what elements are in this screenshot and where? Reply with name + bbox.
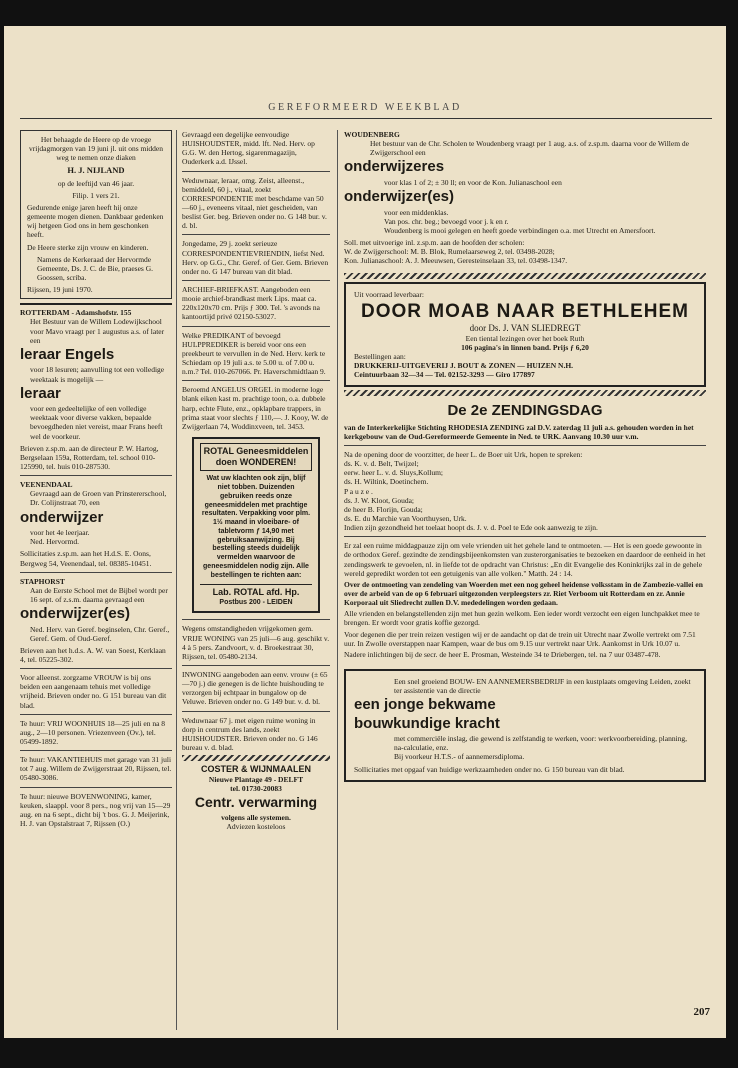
small-ad: Voor alleenst. zorgzame VROUW is bij ons beiden een aangenaam tehuis met volledige vrijheid. Brieven onder no. G 151 bureau van dit blad. <box>20 673 167 710</box>
ad-text: voor 18 lesuren; aanvulling tot een volledige weektaak is mogelijk — <box>30 365 165 384</box>
job-title: onderwijzeres <box>344 158 445 176</box>
divider <box>20 668 172 669</box>
notice-age: op de leeftijd van 46 jaar. <box>57 178 135 188</box>
company-service: Centr. verwarming <box>194 794 318 811</box>
book-description: Een tiental lezingen over het boek Ruth <box>465 333 585 343</box>
deceased-name: H. J. NIJLAND <box>67 165 125 176</box>
company-tagline: volgens alle systemen. <box>221 812 291 822</box>
divider <box>20 750 172 751</box>
small-ad: Weduwnaar, leraar, omg. Zeist, alleenst., bemiddeld, 60 j., vitaal, zoekt CORRESPONDENTIE met beschdame van 50—60 j., eveneens vitaal, niet gescheiden, van beslist Ger. beg. Brieven onder no. G 148 bur. v. d. bl. <box>182 175 327 231</box>
article-paragraph: Alle vrienden en belangstellenden zijn met hun gezin welkom. Een ieder wordt verzocht een eigen lunchpakket mee te brengen. Er wordt voor gratis koffie gezorgd. <box>344 609 700 628</box>
ad-heading: WOUDENBERG <box>344 130 400 139</box>
ad-text: voor een middenklas. <box>384 207 449 217</box>
small-ad: Welke PREDIKANT of bevoegd HULPPREDIKER is bereid voor ons een preekbeurt te vervullen in de Ned. Herv. kerk te Schiedam op 19 juli a.s. te 5.00 u. of 7.00 u. n.m.? Tel. 010-267066. Pr. Haverschmidtlaan 9. <box>182 330 326 377</box>
ad-text: Woudenberg is mooi gelegen en heeft goede verbindingen o.a. met Utrecht en Amersfoort. <box>384 225 656 235</box>
speaker-line: P a u z e . <box>344 486 373 496</box>
article-paragraph: Voor degenen die per trein reizen vestigen wij er de aandacht op dat de trein uit Utrecht naar Zwolle vertrekt om 7.51 uur. In Zwolle overstappen naar Kampen, waar de bus om 9.15 uur vertrekt naar Urk. Aankomst in Urk 10.07 u. <box>344 629 696 648</box>
divider <box>20 303 172 305</box>
divider <box>182 234 330 235</box>
ad-text: met commerciële inslag, die gewend is zelfstandig te werken, voor: werkvoorbereiding, planning, na-calculatie, enz. <box>394 734 688 753</box>
order-label: Bestellingen aan: <box>354 351 406 361</box>
death-notice <box>20 130 172 299</box>
zendingsdag-article <box>344 402 706 659</box>
divider <box>344 445 706 446</box>
job-title: onderwijzer(es) <box>20 605 131 623</box>
page-number: 207 <box>693 1006 710 1018</box>
coster-ad <box>182 764 330 831</box>
ad-contact: Soll. met uitvoerige inl. z.sp.m. aan de hoofden der scholen: <box>344 237 525 247</box>
divider <box>344 536 706 537</box>
speaker-line: ds. H. Wiltink, Doetinchem. <box>344 477 429 487</box>
company-address: Nieuwe Plantage 49 - DELFT <box>208 775 304 785</box>
article-paragraph: Er zal een ruime middagpauze zijn om vele vrienden uit het gehele land te ontmoeten. — Het is een goede gewoonte in de orthodox Geref. gezindte de zendingsbijeenkomsten van zusterorganisaties te bezoeken en daardoor de eenheid in het zendingswerk te gevoelen, nl. in liefde tot de opdracht van Christus: „En dit Evangelie des Koninkrijks zal in de gehele wereld gepredikt worden tot een getuigenis van alle volken." Matth. 24 : 14. <box>344 541 706 578</box>
ad-text: Bij voorkeur H.T.S.- of aannemersdiploma. <box>394 752 525 762</box>
book-title: DOOR MOAB NAAR BETHLEHEM <box>361 300 689 322</box>
book-author: door Ds. J. VAN SLIEDREGT <box>469 322 581 333</box>
divider <box>20 475 172 476</box>
ad-text: Een snel groeiend BOUW- EN AANNEMERSBEDRIJF in een kustplaats omgeving Leiden, zoekt ter assistentie van de directie <box>394 676 691 696</box>
small-ad: Wegens omstandigheden vrijgekomen gem. VRIJE WONING van 25 juli—6 aug. geschikt v. 4 à 5 pers. Zandvoort, v. d. Broekestraat 30, Rijssen, tel. 05480-2134. <box>182 624 330 661</box>
job-title: een jonge bekwame <box>354 696 496 714</box>
small-ad: Te huur: VAKANTIEHUIS met garage van 31 juli tot 7 aug. Willem de Zwijgerstraat 20, Rijssen, tel. 05480-3086. <box>20 755 172 783</box>
ad-contact: W. de Zwijgerschool: M. B. Blok, Rumelaarseweg 2, tel. 03498-2028; <box>344 247 555 257</box>
job-title: onderwijzer(es) <box>344 188 455 206</box>
page-header-title: GEREFORMEERD WEEKBLAD <box>268 102 462 113</box>
divider <box>20 787 172 788</box>
rotal-postbus: Postbus 200 - LEIDEN <box>219 598 293 606</box>
ad-contact: Sollicitaties met opgaaf van huidige werkzaamheden onder no. G 150 bureau van dit blad. <box>354 764 625 774</box>
small-ad: Te huur: nieuwe BOVENWONING, kamer, keuken, slaappl. voor 8 pers., nog vrij van 15—29 aug. en na 6 sept., dicht bij 't bos. G. J. Meijerink, H. J. van Opstalstraat 7, Rijssen (O.) <box>20 791 171 828</box>
divider <box>182 619 330 620</box>
divider <box>182 171 330 172</box>
divider <box>182 326 330 327</box>
speaker-line: ds. E. du Marchie van Voorthuysen, Urk. <box>344 513 467 523</box>
ad-text: Gevraagd aan de Groen van Prinstererschool, Dr. Colijnstraat 70, een <box>30 489 167 508</box>
small-ad: ARCHIEF-BRIEFKAST. Aangeboden een mooie archief-brandkast merk Lips. maat ca. 220x120x70 cm. Prijs ƒ 300. Tel. 's avonds na kantoortijd privé 02150-53027. <box>182 284 320 322</box>
speaker-line: eerw. heer L. v. d. Sluys,Kollum; <box>344 468 444 478</box>
ad-veenendaal <box>20 480 172 567</box>
ad-staphorst <box>20 577 172 664</box>
divider <box>182 280 330 281</box>
ad-text: Het Bestuur van de Willem Lodewijkschool voor Mavo vraagt per 1 augustus a.s. of later een <box>30 317 165 345</box>
rotal-address: Lab. ROTAL afd. Hp. <box>200 584 312 598</box>
ad-contact: Brieven aan het h.d.s. A. W. van Soest, Kerklaan 4, tel. 05225-302. <box>20 645 166 664</box>
company-tagline: Adviezen kosteloos <box>226 821 286 831</box>
column-divider <box>176 130 177 1030</box>
article-paragraph: Over de ontmoeting van zendeling van Woerden met een nog geheel heidense volksstam in de Zambezie-vallei en over de arbeid van de op 6 februari uitgezonden verpleegsters zr. Riet Verboom uit Rotterdam en zr. Annie Korporaal uit Sliedrecht zullen D.V. mededelingen worden gedaan. <box>344 579 703 608</box>
column-2 <box>182 130 330 831</box>
rotal-ad <box>192 437 320 614</box>
rotal-heading: ROTAL Geneesmiddelen doen WONDEREN! <box>200 443 312 472</box>
job-title: onderwijzer <box>20 508 104 526</box>
divider <box>182 665 330 666</box>
ad-text: Ned. Herv. van Geref. beginselen, Chr. Geref., Geref. Gem. of Oud-Geref. <box>30 624 170 643</box>
ad-heading: STAPHORST <box>20 576 65 586</box>
zigzag-border <box>344 273 706 279</box>
zigzag-border <box>182 755 330 761</box>
ad-text: Aan de Eerste School met de Bijbel wordt per 16 sept. of z.s.m. daarna gevraagd een <box>30 585 168 604</box>
small-ad: Beroemd ANGELUS ORGEL in moderne loge blank eiken kast m. prachtige toon, o.a. dubbele harp, echte Flute, enz., opklapbare trappers, in prima staat voor slechts ƒ 110,—. J. Kooy, W. de Zwijgerlaan 74, Woddinxveen, tel. 3453. <box>182 385 329 431</box>
column-3 <box>344 130 706 782</box>
divider <box>182 380 330 381</box>
notice-date: Rijssen, 19 juni 1970. <box>27 285 93 295</box>
ad-woudenberg <box>344 130 706 265</box>
company-phone: tel. 01730-20083 <box>230 784 282 794</box>
article-intro: van de Interkerkelijke Stichting RHODESIA ZENDING zal D.V. zaterdag 11 juli a.s. gehouden worden in het kerkgebouw van de Oud-Gereformeerde Gemeente in Ned. te URK. Aanvang 10.30 uur v.m. <box>344 422 694 441</box>
speaker-line: Na de opening door de voorzitter, de heer L. de Boer uit Urk, hopen te spreken: <box>344 449 583 459</box>
job-title: leraar Engels <box>20 345 115 363</box>
notice-text: De Heere sterke zijn vrouw en kinderen. <box>27 242 149 252</box>
company-name: COSTER & WIJNMAALEN <box>201 764 311 775</box>
speaker-line: de heer B. Florijn, Gouda; <box>344 504 423 514</box>
notice-signature: Namens de Kerkeraad der Hervormde Gemeente, Ds. J. C. de Bie, praeses G. Goossen, scriba. <box>37 254 154 283</box>
article-title: De 2e ZENDINGSDAG <box>447 402 603 420</box>
ad-text: voor het 4e leerjaar. <box>30 528 90 538</box>
book-ad <box>344 282 706 387</box>
speaker-line: ds. K. v. d. Belt, Twijzel; <box>344 459 419 469</box>
speaker-line: ds. J. W. Kloot, Gouda; <box>344 495 415 505</box>
column-divider <box>337 130 338 1030</box>
bible-verse: Filip. 1 vers 21. <box>72 190 120 200</box>
ad-text: voor een gedeeltelijke of een volledige weektaak voor diverse vakken, bepaalde bevoegdheden niet vereist, maar Frans heeft wel de voorkeur. <box>30 404 163 441</box>
divider <box>20 714 172 715</box>
speaker-line: Indien zijn gezondheid het toelaat hoopt ds. J. v. d. Poel te Ede ook aanwezig te zijn. <box>344 523 598 533</box>
notice-text: Gedurende enige jaren heeft hij onze gemeente mogen dienen. Dankbaar gedenken wij hetgeen God ons in hem geschonken heeft. <box>27 203 164 240</box>
divider <box>20 572 172 573</box>
bouw-ad <box>344 669 706 782</box>
job-title: bouwkundige kracht <box>354 714 500 732</box>
small-ad: Jongedame, 29 j. zoekt serieuze CORRESPONDENTIEVRIENDIN, liefst Ned. Herv. op G.G., Chr. Geref. of Ger. Gem. Brieven onder no. G 147 bureau van dit blad. <box>182 239 329 276</box>
ad-contact: Sollicitaties z.sp.m. aan het H.d.S. E. Oons, Bergweg 54, Veenendaal, tel. 08385-10451. <box>20 549 152 568</box>
ad-heading: VEENENDAAL <box>20 480 73 490</box>
header-rule <box>20 118 712 119</box>
book-availability: Uit voorraad leverbaar: <box>354 290 424 300</box>
ad-contact: Brieven z.sp.m. aan de directeur P. W. Hartog, Bergselaan 159a, Rotterdam, tel. school 010-125990, tel. huis 010-287530. <box>20 443 159 472</box>
column-1 <box>20 130 172 828</box>
ad-text: Ned. Hervormd. <box>30 537 79 547</box>
divider <box>182 711 330 712</box>
newspaper-page <box>4 26 726 1038</box>
zigzag-border <box>344 390 706 396</box>
ad-heading: ROTTERDAM - Adamshofstr. 155 <box>20 308 132 318</box>
article-paragraph: Nadere inlichtingen bij de secr. de heer E. Prosman, Westeinde 34 te Driebergen, tel. na 7 uur 03487-478. <box>344 649 661 659</box>
rotal-body: Wat uw klachten ook zijn, blijf niet tobben. Duizenden gebruiken reeds onze geneesmiddelen met prachtige resultaten. Verpakking voor plm. 1½ maand in vloeibare- of tabletvorm ƒ 14,90 met gebruiksaanwijzing. Bij bestelling steeds duidelijk vermelden waarvoor de geneesmiddelen nodig zijn. Alle bestellingen te richten aan: <box>201 475 311 579</box>
job-title: leraar <box>20 384 61 402</box>
ad-rotterdam <box>20 308 172 471</box>
book-price: 106 pagina's in linnen band. Prijs ƒ 6,20 <box>461 342 589 352</box>
ad-text: Van pos. chr. beg.; bevoegd voor j. k en r. <box>384 216 509 226</box>
notice-text: Het behaagde de Heere op de vroege vrijdagmorgen van 19 juni jl. uit ons midden weg te nemen onze diaken <box>28 135 163 163</box>
publisher-name: DRUKKERIJ-UITGEVERIJ J. BOUT & ZONEN — HUIZEN N.H. <box>354 361 574 371</box>
ad-text: voor klas 1 of 2; ± 30 ll; en voor de Kon. Julianaschool een <box>384 177 562 187</box>
small-ad: Weduwnaar 67 j. met eigen ruime woning in dorp in centrum des lands, zoekt HUISHOUDSTER. Brieven onder no. G 146 bureau v. d. blad. <box>182 715 318 752</box>
small-ad: INWONING aangeboden aan eenv. vrouw (± 65—70 j.) die genegen is de lichte huishouding te verzorgen bij echtpaar in bungalow op de Veluwe. Brieven onder no. G 149 bur. v. d. bl. <box>182 670 328 707</box>
small-ad: Te huur: VRIJ WOONHUIS 18—25 juli en na 8 aug., 2—10 personen. Vriezenveen (Ov.), tel. 05499-1892. <box>20 718 166 746</box>
ad-contact: Kon. Julianaschool: A. J. Meeuwsen, Geresteinselaan 33, tel. 03498-1347. <box>344 256 568 266</box>
ad-text: Het bestuur van de Chr. Scholen te Woudenberg vraagt per 1 aug. a.s. of z.sp.m. daarna voor de Willem de Zwijgerschool een <box>370 139 690 158</box>
small-ad: Gevraagd een degelijke eenvoudige HUISHOUDSTER, midd. lft. Ned. Herv. op G.G. W. den Hertog, sigarenmagazijn, Ouderkerk a.d. IJssel. <box>182 130 315 167</box>
publisher-contact: Ceintuurbaan 32—34 — Tel. 02152-3293 — Giro 177897 <box>354 370 535 380</box>
